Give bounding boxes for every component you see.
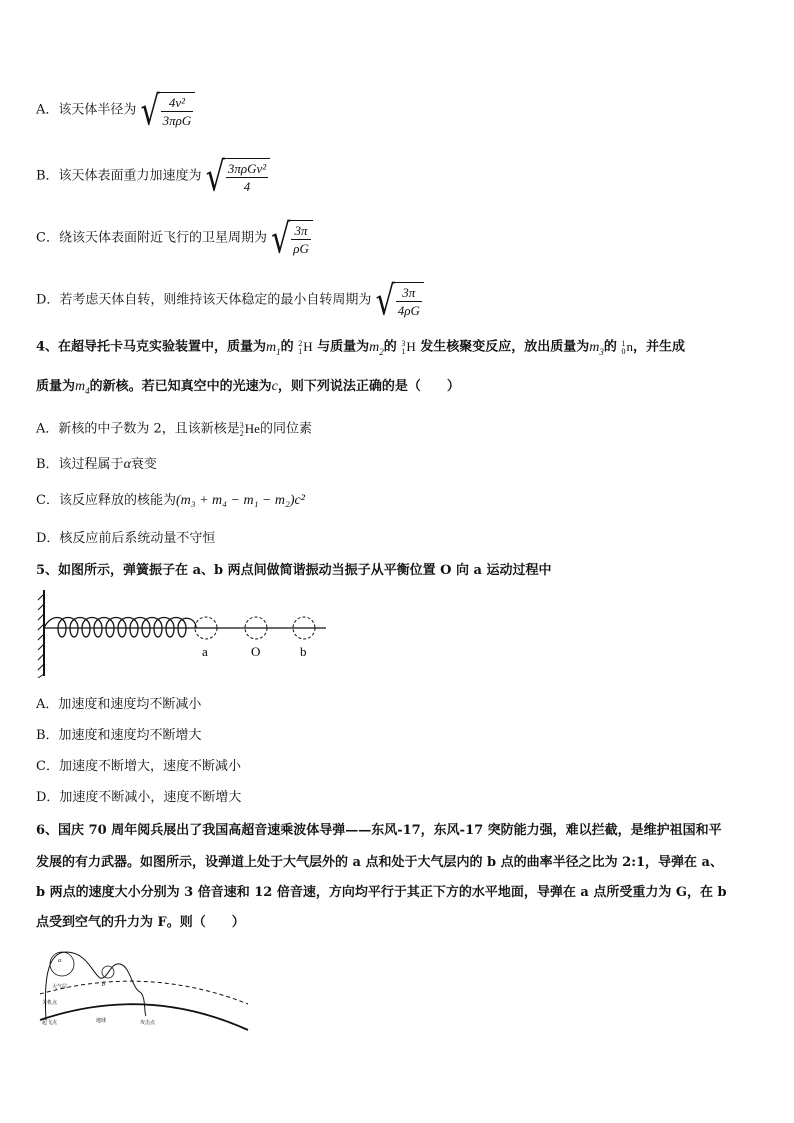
- wall: [38, 590, 44, 678]
- spring-oscillator-figure: [36, 588, 336, 678]
- q4-option-c: [36, 492, 305, 510]
- q4-m2: m: [369, 339, 380, 355]
- q4-h3-symbol: H: [406, 339, 416, 354]
- q3-option-c-denominator: ρG: [293, 241, 309, 256]
- q6-line4: 点受到空气的升力为 F。则（ ）: [36, 915, 245, 930]
- q4-m1-sub: 1: [276, 346, 281, 357]
- q4-text-6: 的: [603, 339, 617, 355]
- q4-deuterium: [298, 338, 312, 356]
- q4-opt-a-pre: A．新核的中子数为 2，且该新核是: [36, 421, 240, 437]
- q4-option-b: [36, 456, 157, 474]
- q6-stem-line2: [36, 854, 723, 872]
- q4-stem-line1: [36, 338, 685, 360]
- q5-option-b: [36, 727, 202, 745]
- q3-option-a-text: A．该天体半径为: [36, 102, 137, 118]
- q4-h2-z: 1: [298, 347, 303, 357]
- q3-option-b-radical: √ $\frac{\text{3πρGv²}}{4}$: [206, 158, 270, 194]
- q4-n-z: 0: [621, 347, 626, 357]
- q4-he-mass: 3: [239, 421, 244, 431]
- q3-option-d-numerator: 3π: [396, 285, 422, 302]
- q3-option-d-denominator: 4ρG: [397, 303, 420, 318]
- q4-n-symbol: n: [626, 339, 633, 354]
- q4-text-7: ，并生成: [632, 339, 685, 355]
- q5-opt-c: C．加速度不断增大，速度不断减小: [36, 759, 241, 774]
- q4-line2-b: 的新核。若已知真空中的光速为: [89, 379, 272, 394]
- q6-line1: 6、国庆 70 周年阅兵展出了我国高超音速乘波体导弹——东风-17，东风-17 突防能力强，难以拦截，是维护祖国和平: [36, 823, 722, 838]
- q4-h3-mass: 3: [401, 339, 406, 349]
- q5-stem: [36, 562, 551, 580]
- q5-stem-text: 5、如图所示，弹簧振子在 a、b 两点间做简谐振动当振子从平衡位置 O 向 a 运动过程中: [36, 563, 552, 578]
- spring-coil: [44, 618, 196, 638]
- q4-text-2: 的: [280, 339, 294, 355]
- curvature-circle-a: [50, 952, 74, 976]
- q4-helium: [240, 420, 260, 438]
- q3-option-a-denominator: 3πρG: [162, 113, 192, 128]
- q6-line2: 发展的有力武器。如图所示，设弹道上处于大气层外的 a 点和处于大气层内的 b 点的曲率半径之比为 2:1，导弹在 a、: [36, 855, 723, 870]
- fig-label-ground: 地球: [96, 1018, 107, 1024]
- q5-option-d: [36, 789, 241, 807]
- q4-option-d: [36, 530, 215, 548]
- q4-m1: m: [266, 339, 277, 355]
- fig-label-shutdown: 关机点: [42, 1000, 58, 1006]
- q4-opt-a-post: 的同位素: [259, 421, 312, 437]
- label-a: a: [202, 644, 208, 659]
- q4-h2-symbol: H: [303, 339, 313, 354]
- q4-m3: m: [589, 339, 600, 355]
- q5-opt-a: A．加速度和速度均不断减小: [36, 697, 202, 712]
- q3-option-b-denominator: 4: [243, 179, 251, 194]
- q3-option-d: [36, 277, 424, 326]
- fig-label-atmosphere: 大气层: [52, 984, 68, 990]
- q5-option-c: [36, 758, 241, 776]
- q4-he-z: 2: [239, 429, 244, 439]
- q4-alpha: α: [123, 457, 131, 472]
- q6-stem-line3: [36, 884, 727, 902]
- q4-text-4: 的: [383, 339, 397, 355]
- q4-text-5: 发生核聚变反应，放出质量为: [420, 339, 590, 355]
- q3-option-a-numerator: 4v²: [161, 95, 194, 112]
- q3-option-c: [36, 215, 313, 264]
- q5-opt-d: D．加速度不断减小，速度不断增大: [36, 790, 242, 805]
- q3-option-d-radical: √ $\frac{3\pi}{4\rho G}$: [376, 282, 424, 318]
- q4-opt-d: D．核反应前后系统动量不守恒: [36, 531, 216, 546]
- q6-stem-line4: [36, 914, 245, 932]
- fig-label-launch: 起飞点: [42, 1020, 58, 1026]
- fig-label-a: a: [58, 958, 61, 964]
- q3-option-a: [36, 87, 195, 136]
- q4-m3-sub: 3: [599, 346, 604, 357]
- q4-line2-a: 质量为: [36, 379, 76, 394]
- q3-option-c-numerator: 3π: [291, 223, 311, 240]
- q4-line2-c: ，则下列说法正确的是（ ）: [277, 379, 460, 394]
- q4-opt-b-pre: B．该过程属于: [36, 457, 124, 472]
- q5-opt-b: B．加速度和速度均不断增大: [36, 728, 202, 743]
- q4-tritium: [401, 338, 415, 356]
- q4-stem-line2: [36, 378, 460, 400]
- fig-label-b: b: [102, 982, 105, 988]
- q4-m4-sub: 4: [85, 385, 90, 396]
- q4-opt-c-pre: C．该反应释放的核能为: [36, 493, 176, 508]
- fig-label-target: 攻击点: [140, 1020, 156, 1026]
- q4-opt-c-formula: (m₃ + m₄ − m₁ − m₂)c²: [175, 493, 305, 508]
- label-b: b: [300, 644, 307, 659]
- q3-option-b: [36, 153, 270, 202]
- q4-he-symbol: He: [244, 421, 260, 436]
- q3-option-c-radical: √ $\frac{3\pi}{\rho G}$: [271, 220, 313, 256]
- q3-option-d-text: D．若考虑天体自转，则维持该天体稳定的最小自转周期为: [36, 292, 372, 308]
- q3-option-a-radical: √ $\frac{\text{4v²}}{\text{3πρG}}$: [141, 92, 196, 128]
- earth-surface: [40, 1004, 248, 1030]
- q4-m4: m: [75, 379, 86, 394]
- q4-n-mass: 1: [621, 339, 626, 349]
- q3-option-b-text: B．该天体表面重力加速度为: [36, 168, 202, 184]
- q5-option-a: [36, 696, 201, 714]
- q4-neutron: [621, 338, 633, 356]
- q4-opt-b-post: 衰变: [130, 457, 157, 472]
- q4-text-1: 4、在超导托卡马克实验装置中，质量为: [36, 339, 267, 355]
- q3-option-c-text: C．绕该天体表面附近飞行的卫星周期为: [36, 230, 267, 246]
- q3-option-b-numerator: 3πρGv²: [227, 161, 267, 176]
- q4-text-3: 与质量为: [317, 339, 370, 355]
- q4-h3-z: 1: [401, 347, 406, 357]
- q6-line3: b 两点的速度大小分别为 3 倍音速和 12 倍音速，方向均平行于其正下方的水平地面，导弹在 a 点所受重力为 G，在 b: [36, 885, 727, 900]
- q4-option-a: [36, 420, 312, 439]
- label-o: O: [251, 644, 261, 659]
- q6-stem-line1: [36, 822, 722, 840]
- missile-trajectory-figure: [36, 944, 256, 1034]
- q4-m2-sub: 2: [379, 346, 384, 357]
- q4-h2-mass: 2: [298, 339, 303, 349]
- q4-c: c: [271, 379, 278, 394]
